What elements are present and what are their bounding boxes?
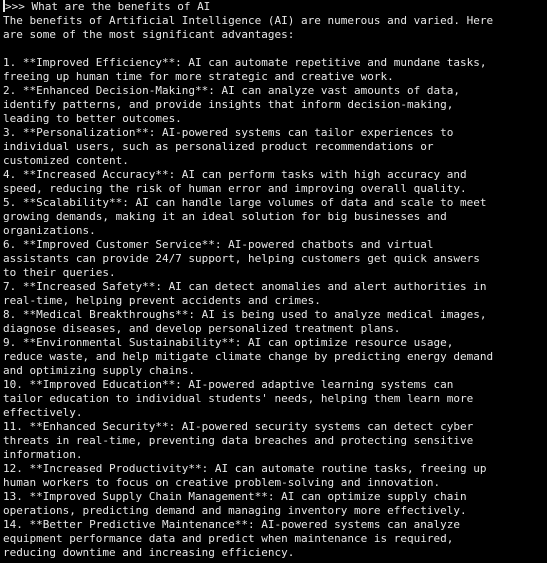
output-line: 1. **Improved Efficiency**: AI can automate repetitive and mundane tasks, — [3, 56, 487, 69]
output-line: 8. **Medical Breakthroughs**: AI is being used to analyze medical images, — [3, 308, 487, 321]
output-line: 9. **Environmental Sustainability**: AI can optimize resource usage, — [3, 336, 454, 349]
output-line — [3, 42, 547, 56]
command-line — [3, 0, 547, 14]
output-line: are some of the most significant advantages: — [3, 28, 295, 41]
output-line: and optimizing supply chains. — [3, 364, 196, 377]
output-line: information. — [3, 448, 83, 461]
output-line: 6. **Improved Customer Service**: AI-powered chatbots and virtual — [3, 238, 434, 251]
output-line: identify patterns, and provide insights that inform decision-making, — [3, 98, 454, 111]
output-line: equipment performance data and predict when maintenance is required, — [3, 532, 454, 545]
output-line: assistants can provide 24/7 support, helping customers get quick answers — [3, 252, 480, 265]
output-line: leading to better outcomes. — [3, 112, 182, 125]
output-line: human workers to focus on creative problem-solving and innovation. — [3, 476, 441, 489]
output-line: 11. **Enhanced Security**: AI-powered security systems can detect cyber — [3, 420, 474, 433]
output-line: 12. **Increased Productivity**: AI can automate routine tasks, freeing up — [3, 462, 487, 475]
output-line: The benefits of Artificial Intelligence (AI) are numerous and varied. Here — [3, 14, 494, 27]
output-line: speed, reducing the risk of human error and improving overall quality. — [3, 182, 467, 195]
output-line: diagnose diseases, and develop personalized treatment plans. — [3, 322, 401, 335]
output-line: reduce waste, and help mitigate climate change by predicting energy demand — [3, 350, 494, 363]
output-line: operations, predicting demand and managing inventory more effectively. — [3, 504, 467, 517]
output-line: individual users, such as personalized product recommendations or — [3, 140, 434, 153]
output-line: threats in real-time, preventing data breaches and protecting sensitive — [3, 434, 474, 447]
prompt-symbol: >>> — [5, 0, 32, 13]
output-line: to their queries. — [3, 266, 116, 279]
output-line: reducing downtime and increasing efficiency. — [3, 546, 295, 559]
output-line: 10. **Improved Education**: AI-powered adaptive learning systems can — [3, 378, 454, 391]
output-line: tailor education to individual students' needs, helping them learn more — [3, 392, 474, 405]
output-line: customized content. — [3, 154, 129, 167]
output-line: 4. **Increased Accuracy**: AI can perform tasks with high accuracy and — [3, 168, 467, 181]
output-line: 13. **Improved Supply Chain Management**: AI can optimize supply chain — [3, 490, 467, 503]
command-text: What are the benefits of AI — [31, 0, 211, 13]
output-line: 5. **Scalability**: AI can handle large volumes of data and scale to meet — [3, 196, 487, 209]
output-line: 7. **Increased Safety**: AI can detect anomalies and alert authorities in — [3, 280, 487, 293]
output-line: 2. **Enhanced Decision-Making**: AI can analyze vast amounts of data, — [3, 84, 460, 97]
output-line: effectively. — [3, 406, 83, 419]
output-line: organizations. — [3, 224, 96, 237]
output-line: real-time, helping prevent accidents and crimes. — [3, 294, 321, 307]
output-line: 3. **Personalization**: AI-powered systems can tailor experiences to — [3, 126, 454, 139]
output-line: freeing up human time for more strategic and creative work. — [3, 70, 394, 83]
output-line: growing demands, making it an ideal solution for big businesses and — [3, 210, 447, 223]
output-area — [3, 14, 547, 560]
output-line: 14. **Better Predictive Maintenance**: AI-powered systems can analyze — [3, 518, 460, 531]
